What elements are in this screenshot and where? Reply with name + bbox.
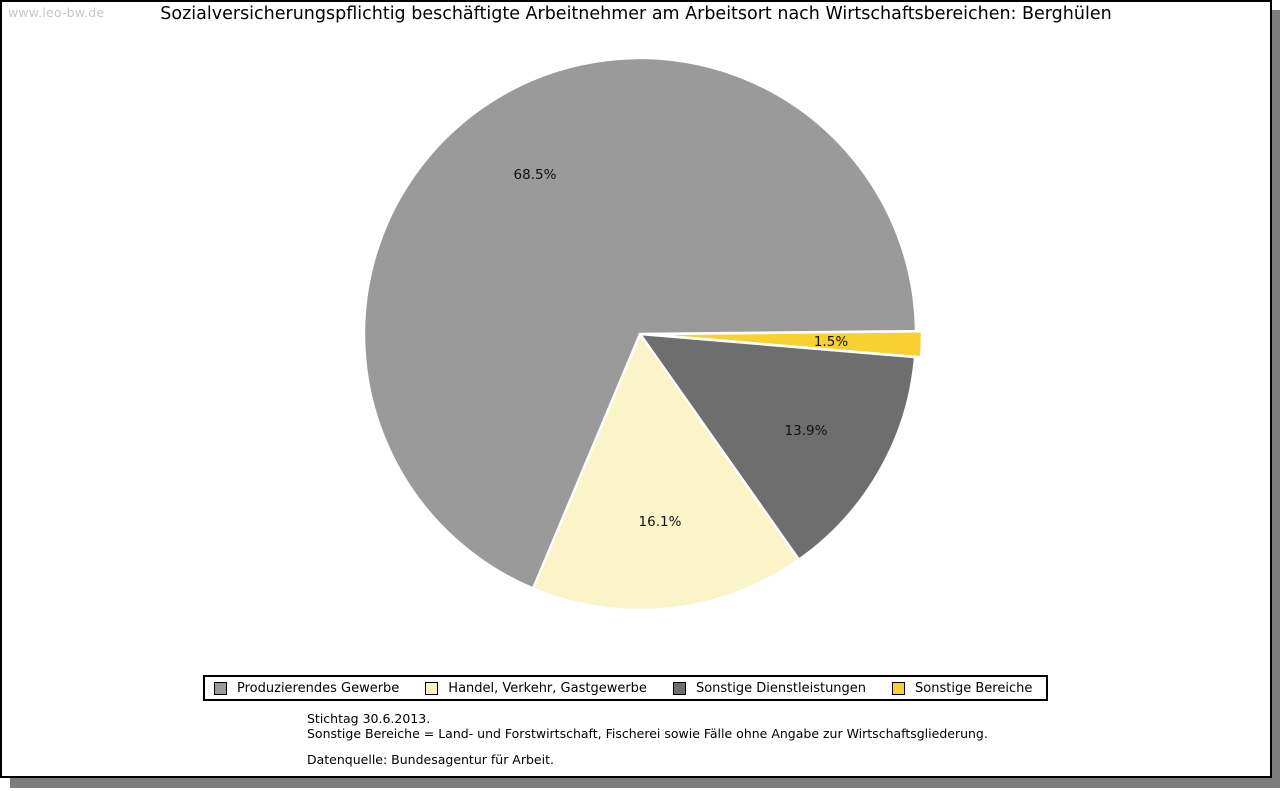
pie-slice-label-2: 13.9% xyxy=(784,423,828,439)
legend-label: Sonstige Bereiche xyxy=(915,680,1033,696)
footnote-datenquelle: Datenquelle: Bundesagentur für Arbeit. xyxy=(307,752,554,767)
legend-swatch-cream xyxy=(425,682,438,695)
pie-chart xyxy=(2,2,1270,672)
pie-slice-label-4: 68.5% xyxy=(513,167,557,183)
legend-swatch-darkgray xyxy=(673,682,686,695)
legend-item-handel-verkehr-gastgewerbe xyxy=(425,681,647,696)
legend-label: Handel, Verkehr, Gastgewerbe xyxy=(448,680,647,696)
legend-swatch-gray xyxy=(214,682,227,695)
pie-slice-label-3: 16.1% xyxy=(638,514,682,530)
legend-item-sonstige-bereiche xyxy=(892,681,1032,696)
legend-item-produzierendes-gewerbe xyxy=(214,681,399,696)
legend-item-sonstige-dienstleistungen xyxy=(673,681,866,696)
legend-label: Sonstige Dienstleistungen xyxy=(695,680,867,696)
legend-label: Produzierendes Gewerbe xyxy=(237,680,400,696)
footnote-stichtag: Stichtag 30.6.2013. xyxy=(307,711,431,726)
footnote-sonstige-bereiche-definition: Sonstige Bereiche = Land- und Forstwirtschaft, Fischerei sowie Fälle ohne Angabe zur Wirtschaftsgliederung. xyxy=(307,726,988,741)
legend xyxy=(203,675,1048,701)
footnotes xyxy=(307,711,988,767)
chart-title: Sozialversicherungspflichtig beschäftigte Arbeitnehmer am Arbeitsort nach Wirtschaftsbereichen: Berghülen xyxy=(160,4,1112,24)
legend-swatch-gold xyxy=(892,682,905,695)
pie-slice-label-1: 1.5% xyxy=(813,334,849,350)
watermark: www.leo-bw.de xyxy=(8,5,105,20)
